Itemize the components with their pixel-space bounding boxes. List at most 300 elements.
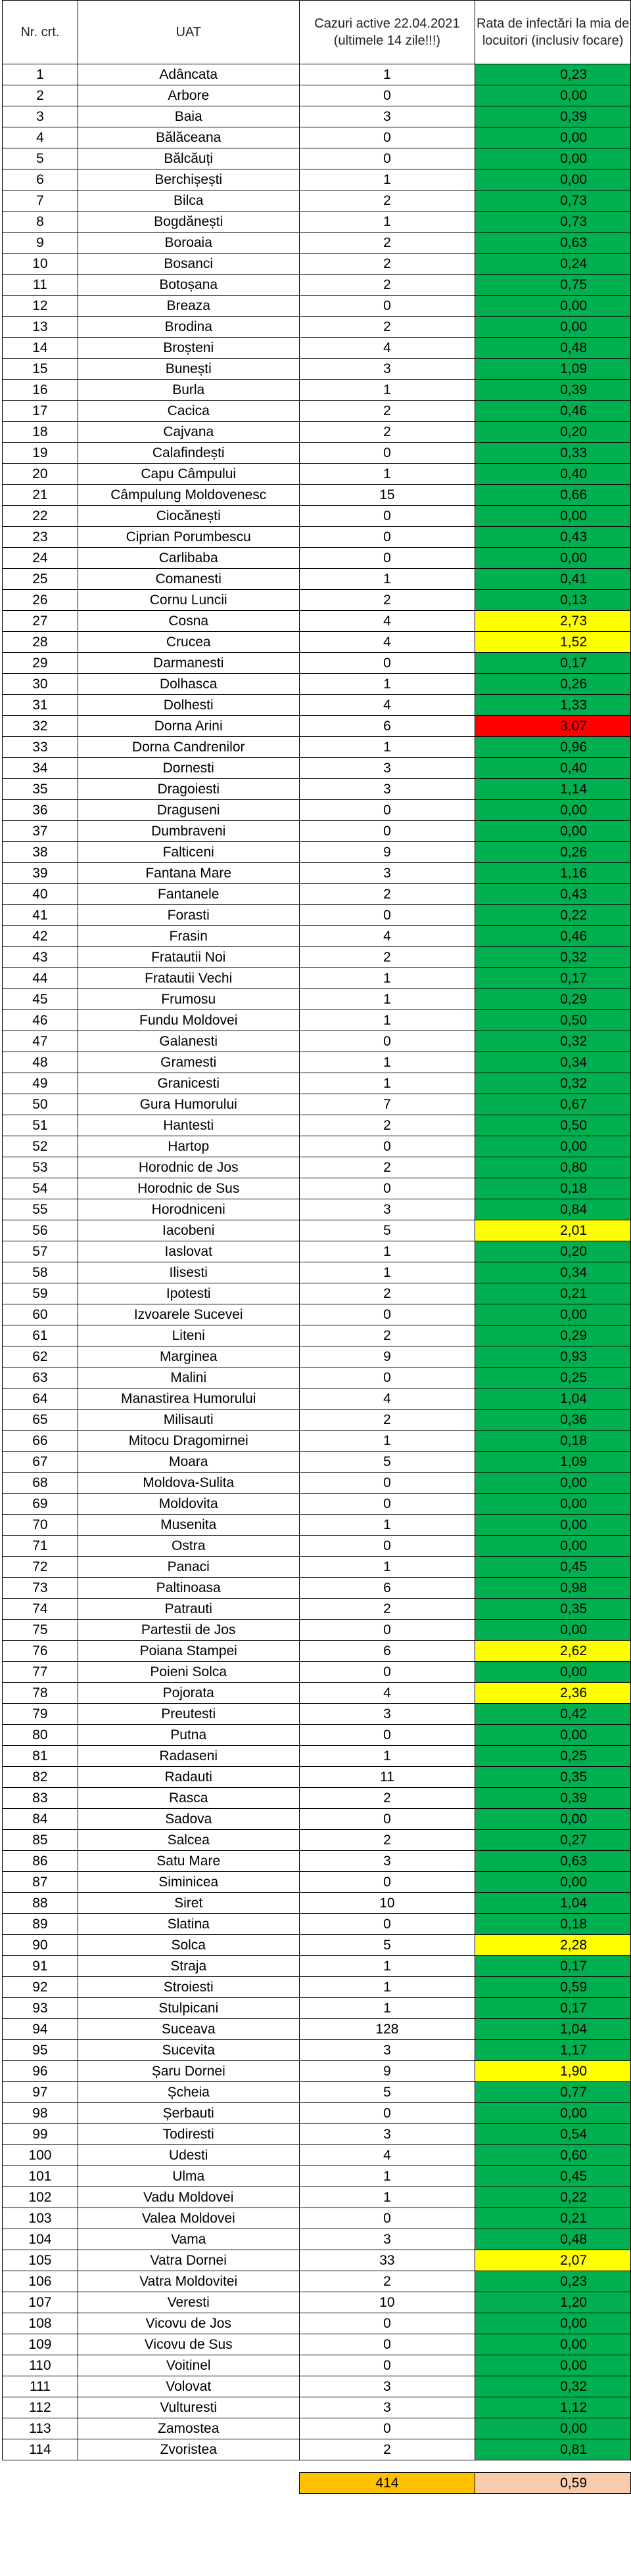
active-cases-cell: 0 bbox=[299, 1367, 475, 1388]
infection-rate-cell: 0,00 bbox=[475, 1136, 631, 1157]
uat-cell: Bogdănești bbox=[78, 211, 299, 233]
table-row bbox=[3, 127, 631, 148]
infection-rate-cell: 0,40 bbox=[475, 464, 631, 485]
uat-cell: Cosna bbox=[78, 611, 299, 632]
active-cases-cell: 9 bbox=[299, 842, 475, 863]
uat-cell: Berchișești bbox=[78, 169, 299, 190]
infection-rate-cell: 1,04 bbox=[475, 1893, 631, 1914]
active-cases-cell: 3 bbox=[299, 758, 475, 779]
active-cases-cell: 5 bbox=[299, 1935, 475, 1956]
active-cases-cell: 1 bbox=[299, 1241, 475, 1262]
infection-rate-cell: 0,29 bbox=[475, 1325, 631, 1346]
table-row bbox=[3, 422, 631, 443]
active-cases-cell: 1 bbox=[299, 380, 475, 401]
infection-rate-cell: 0,39 bbox=[475, 1788, 631, 1809]
infection-rate-cell: 2,28 bbox=[475, 1935, 631, 1956]
table-row bbox=[3, 2418, 631, 2439]
table-row bbox=[3, 1620, 631, 1641]
active-cases-cell: 2 bbox=[299, 401, 475, 422]
active-cases-cell: 2 bbox=[299, 1410, 475, 1431]
table-row bbox=[3, 611, 631, 632]
spacer-cell bbox=[3, 2460, 631, 2473]
infection-rate-cell: 2,62 bbox=[475, 1641, 631, 1662]
nr-cell: 26 bbox=[3, 590, 78, 611]
table-row bbox=[3, 1704, 631, 1725]
table-row bbox=[3, 2082, 631, 2103]
nr-cell: 54 bbox=[3, 1178, 78, 1199]
active-cases-cell: 3 bbox=[299, 863, 475, 884]
table-row bbox=[3, 1115, 631, 1136]
active-cases-cell: 0 bbox=[299, 2334, 475, 2355]
active-cases-cell: 3 bbox=[299, 2397, 475, 2418]
infection-rate-cell: 0,96 bbox=[475, 737, 631, 758]
nr-cell: 61 bbox=[3, 1325, 78, 1346]
infection-rate-cell: 0,75 bbox=[475, 275, 631, 296]
nr-cell: 75 bbox=[3, 1620, 78, 1641]
table-row bbox=[3, 64, 631, 85]
uat-cell: Marginea bbox=[78, 1346, 299, 1367]
nr-cell: 8 bbox=[3, 211, 78, 233]
uat-cell: Hartop bbox=[78, 1136, 299, 1157]
infection-rate-cell: 0,46 bbox=[475, 401, 631, 422]
infection-rate-cell: 0,00 bbox=[475, 1515, 631, 1536]
uat-cell: Fundu Moldovei bbox=[78, 1010, 299, 1031]
active-cases-cell: 1 bbox=[299, 1515, 475, 1536]
table-row bbox=[3, 2166, 631, 2187]
nr-cell: 33 bbox=[3, 737, 78, 758]
active-cases-cell: 0 bbox=[299, 821, 475, 842]
active-cases-cell: 4 bbox=[299, 611, 475, 632]
table-row bbox=[3, 1914, 631, 1935]
active-cases-cell: 2 bbox=[299, 422, 475, 443]
nr-cell: 89 bbox=[3, 1914, 78, 1935]
infection-rate-cell: 1,09 bbox=[475, 1452, 631, 1473]
infection-rate-cell: 0,39 bbox=[475, 106, 631, 127]
table-body bbox=[3, 64, 631, 2460]
nr-cell: 69 bbox=[3, 1494, 78, 1515]
nr-cell: 31 bbox=[3, 695, 78, 716]
infection-rate-cell: 3,07 bbox=[475, 716, 631, 737]
uat-cell: Malini bbox=[78, 1367, 299, 1388]
active-cases-cell: 1 bbox=[299, 989, 475, 1010]
infection-rate-cell: 2,01 bbox=[475, 1220, 631, 1241]
active-cases-cell: 1 bbox=[299, 569, 475, 590]
active-cases-cell: 0 bbox=[299, 2355, 475, 2376]
uat-cell: Gramesti bbox=[78, 1052, 299, 1073]
infection-rate-cell: 0,46 bbox=[475, 926, 631, 947]
infection-rate-cell: 0,00 bbox=[475, 169, 631, 190]
active-cases-cell: 0 bbox=[299, 1031, 475, 1052]
infection-rate-cell: 1,12 bbox=[475, 2397, 631, 2418]
infection-rate-cell: 0,32 bbox=[475, 2376, 631, 2397]
active-cases-cell: 5 bbox=[299, 1452, 475, 1473]
table-row bbox=[3, 1304, 631, 1325]
active-cases-cell: 1 bbox=[299, 968, 475, 989]
infection-rate-cell: 0,22 bbox=[475, 2187, 631, 2208]
header-nr: Nr. crt. bbox=[3, 1, 78, 64]
uat-cell: Broșteni bbox=[78, 338, 299, 359]
infection-rate-cell: 0,98 bbox=[475, 1578, 631, 1599]
nr-cell: 85 bbox=[3, 1830, 78, 1851]
active-cases-cell: 2 bbox=[299, 1830, 475, 1851]
nr-cell: 96 bbox=[3, 2061, 78, 2082]
infection-rate-cell: 0,67 bbox=[475, 1094, 631, 1115]
nr-cell: 64 bbox=[3, 1388, 78, 1410]
table-row bbox=[3, 716, 631, 737]
active-cases-cell: 1 bbox=[299, 674, 475, 695]
table-row bbox=[3, 1494, 631, 1515]
nr-cell: 77 bbox=[3, 1662, 78, 1683]
infection-rate-cell: 0,60 bbox=[475, 2145, 631, 2166]
active-cases-cell: 0 bbox=[299, 2208, 475, 2229]
active-cases-cell: 0 bbox=[299, 527, 475, 548]
uat-cell: Burla bbox=[78, 380, 299, 401]
table-row bbox=[3, 2376, 631, 2397]
active-cases-cell: 11 bbox=[299, 1767, 475, 1788]
uat-cell: Zamostea bbox=[78, 2418, 299, 2439]
infection-rate-cell: 0,77 bbox=[475, 2082, 631, 2103]
infection-rate-cell: 0,00 bbox=[475, 2334, 631, 2355]
table-row bbox=[3, 296, 631, 317]
nr-cell: 76 bbox=[3, 1641, 78, 1662]
nr-cell: 11 bbox=[3, 275, 78, 296]
infection-rate-cell: 1,52 bbox=[475, 632, 631, 653]
nr-cell: 13 bbox=[3, 317, 78, 338]
nr-cell: 51 bbox=[3, 1115, 78, 1136]
nr-cell: 24 bbox=[3, 548, 78, 569]
active-cases-cell: 6 bbox=[299, 1641, 475, 1662]
table-row bbox=[3, 1956, 631, 1977]
table-row bbox=[3, 2397, 631, 2418]
nr-cell: 23 bbox=[3, 527, 78, 548]
active-cases-cell: 6 bbox=[299, 716, 475, 737]
table-row bbox=[3, 1746, 631, 1767]
active-cases-cell: 4 bbox=[299, 632, 475, 653]
nr-cell: 49 bbox=[3, 1073, 78, 1094]
uat-cell: Dorna Arini bbox=[78, 716, 299, 737]
uat-cell: Bălăceana bbox=[78, 127, 299, 148]
table-row bbox=[3, 1262, 631, 1283]
nr-cell: 6 bbox=[3, 169, 78, 190]
nr-cell: 112 bbox=[3, 2397, 78, 2418]
table-row bbox=[3, 2124, 631, 2145]
infection-rate-cell: 0,22 bbox=[475, 905, 631, 926]
nr-cell: 50 bbox=[3, 1094, 78, 1115]
table-row bbox=[3, 947, 631, 968]
table-row bbox=[3, 653, 631, 674]
totals-blank bbox=[78, 2473, 299, 2494]
infection-rate-cell: 1,04 bbox=[475, 1388, 631, 1410]
uat-cell: Șerbauti bbox=[78, 2103, 299, 2124]
uat-cell: Forasti bbox=[78, 905, 299, 926]
table-row bbox=[3, 1388, 631, 1410]
nr-cell: 111 bbox=[3, 2376, 78, 2397]
active-cases-cell: 0 bbox=[299, 506, 475, 527]
table-row bbox=[3, 1641, 631, 1662]
nr-cell: 28 bbox=[3, 632, 78, 653]
uat-cell: Moldovita bbox=[78, 1494, 299, 1515]
table-row bbox=[3, 1851, 631, 1872]
infection-rate-cell: 0,00 bbox=[475, 1872, 631, 1893]
table-row bbox=[3, 485, 631, 506]
uat-cell: Bosanci bbox=[78, 254, 299, 275]
uat-cell: Ilisesti bbox=[78, 1262, 299, 1283]
uat-cell: Udesti bbox=[78, 2145, 299, 2166]
active-cases-cell: 3 bbox=[299, 1199, 475, 1220]
active-cases-cell: 5 bbox=[299, 1220, 475, 1241]
table-row bbox=[3, 1073, 631, 1094]
nr-cell: 86 bbox=[3, 1851, 78, 1872]
header-infection-rate: Rata de infectări la mia de locuitori (inclusiv focare) bbox=[475, 1, 631, 64]
infection-rate-cell: 2,07 bbox=[475, 2250, 631, 2271]
nr-cell: 41 bbox=[3, 905, 78, 926]
infection-rate-cell: 0,73 bbox=[475, 190, 631, 211]
nr-cell: 32 bbox=[3, 716, 78, 737]
uat-cell: Musenita bbox=[78, 1515, 299, 1536]
infection-rate-cell: 0,33 bbox=[475, 443, 631, 464]
infection-rate-cell: 0,63 bbox=[475, 1851, 631, 1872]
uat-cell: Ciocănești bbox=[78, 506, 299, 527]
table-row bbox=[3, 2208, 631, 2229]
uat-cell: Comanesti bbox=[78, 569, 299, 590]
table-row bbox=[3, 842, 631, 863]
nr-cell: 44 bbox=[3, 968, 78, 989]
nr-cell: 30 bbox=[3, 674, 78, 695]
uat-cell: Câmpulung Moldovenesc bbox=[78, 485, 299, 506]
nr-cell: 59 bbox=[3, 1283, 78, 1304]
nr-cell: 43 bbox=[3, 947, 78, 968]
uat-cell: Dornesti bbox=[78, 758, 299, 779]
uat-cell: Horodnic de Sus bbox=[78, 1178, 299, 1199]
uat-cell: Stroiesti bbox=[78, 1977, 299, 1998]
infection-rate-cell: 0,00 bbox=[475, 1809, 631, 1830]
table-row bbox=[3, 1346, 631, 1367]
uat-cell: Frumosu bbox=[78, 989, 299, 1010]
active-cases-cell: 0 bbox=[299, 1473, 475, 1494]
infection-rate-cell: 0,00 bbox=[475, 548, 631, 569]
infection-rate-cell: 0,45 bbox=[475, 2166, 631, 2187]
uat-cell: Straja bbox=[78, 1956, 299, 1977]
nr-cell: 107 bbox=[3, 2292, 78, 2313]
nr-cell: 94 bbox=[3, 2019, 78, 2040]
totals-row bbox=[3, 2473, 631, 2494]
table-row bbox=[3, 1136, 631, 1157]
active-cases-cell: 3 bbox=[299, 359, 475, 380]
table-row bbox=[3, 2439, 631, 2460]
active-cases-cell: 4 bbox=[299, 695, 475, 716]
table-row bbox=[3, 1893, 631, 1914]
nr-cell: 70 bbox=[3, 1515, 78, 1536]
active-cases-cell: 10 bbox=[299, 2292, 475, 2313]
active-cases-cell: 0 bbox=[299, 1178, 475, 1199]
nr-cell: 45 bbox=[3, 989, 78, 1010]
active-cases-cell: 3 bbox=[299, 2040, 475, 2061]
nr-cell: 109 bbox=[3, 2334, 78, 2355]
nr-cell: 29 bbox=[3, 653, 78, 674]
nr-cell: 48 bbox=[3, 1052, 78, 1073]
active-cases-cell: 0 bbox=[299, 85, 475, 106]
uat-cell: Vicovu de Sus bbox=[78, 2334, 299, 2355]
uat-cell: Izvoarele Sucevei bbox=[78, 1304, 299, 1325]
active-cases-cell: 4 bbox=[299, 926, 475, 947]
active-cases-cell: 0 bbox=[299, 1872, 475, 1893]
table-row bbox=[3, 338, 631, 359]
nr-cell: 65 bbox=[3, 1410, 78, 1431]
infection-rate-cell: 0,59 bbox=[475, 1977, 631, 1998]
nr-cell: 92 bbox=[3, 1977, 78, 1998]
active-cases-cell: 2 bbox=[299, 590, 475, 611]
active-cases-cell: 1 bbox=[299, 1431, 475, 1452]
active-cases-cell: 0 bbox=[299, 296, 475, 317]
infection-rate-cell: 0,25 bbox=[475, 1367, 631, 1388]
table-row bbox=[3, 1599, 631, 1620]
active-cases-cell: 0 bbox=[299, 2313, 475, 2334]
table-row bbox=[3, 1157, 631, 1178]
uat-cell: Crucea bbox=[78, 632, 299, 653]
nr-cell: 108 bbox=[3, 2313, 78, 2334]
table-row bbox=[3, 2271, 631, 2292]
uat-cell: Valea Moldovei bbox=[78, 2208, 299, 2229]
infection-rate-cell: 0,18 bbox=[475, 1914, 631, 1935]
infection-rate-cell: 0,23 bbox=[475, 2271, 631, 2292]
active-cases-cell: 2 bbox=[299, 2271, 475, 2292]
table-row bbox=[3, 1241, 631, 1262]
table-row bbox=[3, 1515, 631, 1536]
active-cases-cell: 1 bbox=[299, 2187, 475, 2208]
infection-rate-cell: 0,27 bbox=[475, 1830, 631, 1851]
uat-cell: Fratautii Vechi bbox=[78, 968, 299, 989]
active-cases-cell: 1 bbox=[299, 1262, 475, 1283]
table-row bbox=[3, 1998, 631, 2019]
active-cases-cell: 4 bbox=[299, 1683, 475, 1704]
active-cases-cell: 0 bbox=[299, 548, 475, 569]
active-cases-cell: 0 bbox=[299, 127, 475, 148]
table-row bbox=[3, 380, 631, 401]
uat-cell: Partestii de Jos bbox=[78, 1620, 299, 1641]
active-cases-cell: 0 bbox=[299, 1662, 475, 1683]
uat-cell: Manastirea Humorului bbox=[78, 1388, 299, 1410]
infection-rate-cell: 0,73 bbox=[475, 211, 631, 233]
active-cases-cell: 2 bbox=[299, 1788, 475, 1809]
uat-cell: Boroaia bbox=[78, 233, 299, 254]
infection-rate-cell: 0,00 bbox=[475, 296, 631, 317]
infection-rate-cell: 0,80 bbox=[475, 1157, 631, 1178]
active-cases-cell: 0 bbox=[299, 1725, 475, 1746]
infection-rate-cell: 0,25 bbox=[475, 1746, 631, 1767]
infection-rate-cell: 1,20 bbox=[475, 2292, 631, 2313]
active-cases-cell: 2 bbox=[299, 2439, 475, 2460]
table-row bbox=[3, 926, 631, 947]
active-cases-cell: 3 bbox=[299, 1851, 475, 1872]
table-row bbox=[3, 85, 631, 106]
active-cases-cell: 3 bbox=[299, 779, 475, 800]
uat-cell: Frasin bbox=[78, 926, 299, 947]
infection-rate-cell: 0,32 bbox=[475, 947, 631, 968]
uat-cell: Fratautii Noi bbox=[78, 947, 299, 968]
active-cases-cell: 9 bbox=[299, 1346, 475, 1367]
nr-cell: 79 bbox=[3, 1704, 78, 1725]
table-row bbox=[3, 359, 631, 380]
infection-rate-cell: 0,42 bbox=[475, 1704, 631, 1725]
nr-cell: 63 bbox=[3, 1367, 78, 1388]
uat-cell: Rasca bbox=[78, 1788, 299, 1809]
active-cases-cell: 2 bbox=[299, 884, 475, 905]
active-cases-cell: 3 bbox=[299, 2376, 475, 2397]
infection-rate-cell: 0,50 bbox=[475, 1010, 631, 1031]
uat-cell: Stulpicani bbox=[78, 1998, 299, 2019]
active-cases-cell: 0 bbox=[299, 1494, 475, 1515]
active-cases-cell: 0 bbox=[299, 1536, 475, 1557]
table-row bbox=[3, 527, 631, 548]
uat-cell: Carlibaba bbox=[78, 548, 299, 569]
table-row bbox=[3, 2103, 631, 2124]
nr-cell: 47 bbox=[3, 1031, 78, 1052]
infection-rate-cell: 0,26 bbox=[475, 842, 631, 863]
total-infection-rate: 0,59 bbox=[475, 2473, 631, 2494]
active-cases-cell: 2 bbox=[299, 1283, 475, 1304]
nr-cell: 3 bbox=[3, 106, 78, 127]
table-row bbox=[3, 590, 631, 611]
table-row bbox=[3, 989, 631, 1010]
nr-cell: 105 bbox=[3, 2250, 78, 2271]
uat-cell: Iacobeni bbox=[78, 1220, 299, 1241]
infection-rate-cell: 0,66 bbox=[475, 485, 631, 506]
active-cases-cell: 0 bbox=[299, 1304, 475, 1325]
table-row bbox=[3, 821, 631, 842]
infection-rate-cell: 0,84 bbox=[475, 1199, 631, 1220]
infection-rate-cell: 0,48 bbox=[475, 2229, 631, 2250]
infection-rate-cell: 0,54 bbox=[475, 2124, 631, 2145]
uat-cell: Siret bbox=[78, 1893, 299, 1914]
uat-cell: Siminicea bbox=[78, 1872, 299, 1893]
infection-rate-cell: 2,73 bbox=[475, 611, 631, 632]
uat-cell: Zvoristea bbox=[78, 2439, 299, 2460]
infection-rate-cell: 0,32 bbox=[475, 1073, 631, 1094]
nr-cell: 72 bbox=[3, 1557, 78, 1578]
table-row bbox=[3, 968, 631, 989]
nr-cell: 4 bbox=[3, 127, 78, 148]
table-row bbox=[3, 1788, 631, 1809]
uat-cell: Sadova bbox=[78, 1809, 299, 1830]
uat-cell: Ulma bbox=[78, 2166, 299, 2187]
nr-cell: 52 bbox=[3, 1136, 78, 1157]
nr-cell: 103 bbox=[3, 2208, 78, 2229]
infection-rate-cell: 0,18 bbox=[475, 1178, 631, 1199]
table-row bbox=[3, 863, 631, 884]
nr-cell: 74 bbox=[3, 1599, 78, 1620]
infection-rate-cell: 0,00 bbox=[475, 2418, 631, 2439]
uat-cell: Moara bbox=[78, 1452, 299, 1473]
spacer-row bbox=[3, 2460, 631, 2473]
header-uat: UAT bbox=[78, 1, 299, 64]
table-row bbox=[3, 884, 631, 905]
infection-rate-cell: 0,81 bbox=[475, 2439, 631, 2460]
table-row bbox=[3, 2061, 631, 2082]
nr-cell: 99 bbox=[3, 2124, 78, 2145]
infection-rate-cell: 0,26 bbox=[475, 674, 631, 695]
uat-cell: Darmanesti bbox=[78, 653, 299, 674]
uat-cell: Draguseni bbox=[78, 800, 299, 821]
active-cases-cell: 1 bbox=[299, 169, 475, 190]
uat-cell: Volovat bbox=[78, 2376, 299, 2397]
nr-cell: 58 bbox=[3, 1262, 78, 1283]
active-cases-cell: 1 bbox=[299, 737, 475, 758]
infection-rate-cell: 0,00 bbox=[475, 1494, 631, 1515]
active-cases-cell: 10 bbox=[299, 1893, 475, 1914]
uat-cell: Ipotesti bbox=[78, 1283, 299, 1304]
infection-rate-cell: 0,00 bbox=[475, 1620, 631, 1641]
uat-cell: Liteni bbox=[78, 1325, 299, 1346]
